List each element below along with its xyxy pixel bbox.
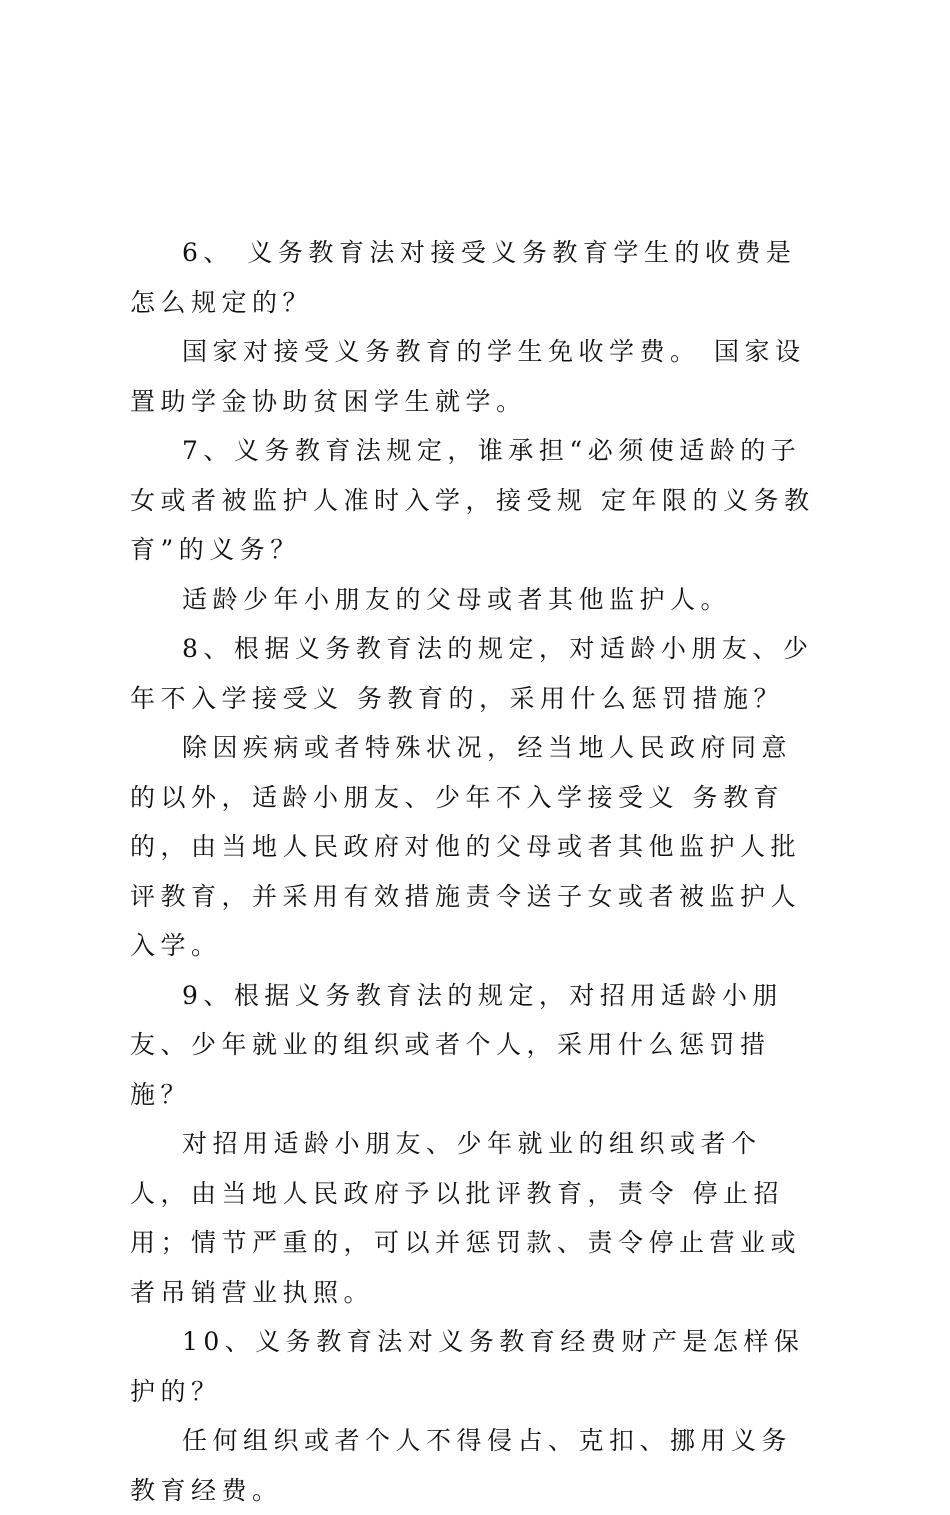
question-10: 10、义务教育法对义务教育经费财产是怎样保护的？ <box>130 1327 805 1406</box>
answer-7: 适龄少年小朋友的父母或者其他监护人。 <box>182 584 732 614</box>
question-8: 8、根据义务教育法的规定，对适龄小朋友、少年不入学接受义 务教育的，采用什么惩罚措施？ <box>130 634 814 713</box>
answer-6: 国家对接受义务教育的学生免收学费。 国家设置助学金协助贫困学生就学。 <box>130 337 806 416</box>
document-body <box>130 228 820 1515</box>
question-7: 7、义务教育法规定，谁承担“必须使适龄的子女或者被监护人准时入学，接受规 定年限的义务教育”的义务？ <box>130 436 815 564</box>
answer-10: 任何组织或者个人不得侵占、克扣、挪用义务教育经费。 <box>130 1426 793 1505</box>
answer-9: 对招用适龄小朋友、少年就业的组织或者个人，由当地人民政府予以批评教育，责令 停止招用；情节严重的，可以并惩罚款、责令停止营业或者吊销营业执照。 <box>130 1129 802 1307</box>
question-9: 9、根据义务教育法的规定，对招用适龄小朋友、少年就业的组织或者个人，采用什么惩罚措施？ <box>130 980 783 1109</box>
question-6: 6、 义务教育法对接受义务教育学生的收费是怎么规定的？ <box>130 238 797 317</box>
answer-8: 除因疾病或者特殊状况，经当地人民政府同意的以外，适龄小朋友、少年不入学接受义 务教育的，由当地人民政府对他的父母或者其他监护人批评教育，并采用有效措施责令送子女或者被监护人入学。 <box>130 733 802 960</box>
